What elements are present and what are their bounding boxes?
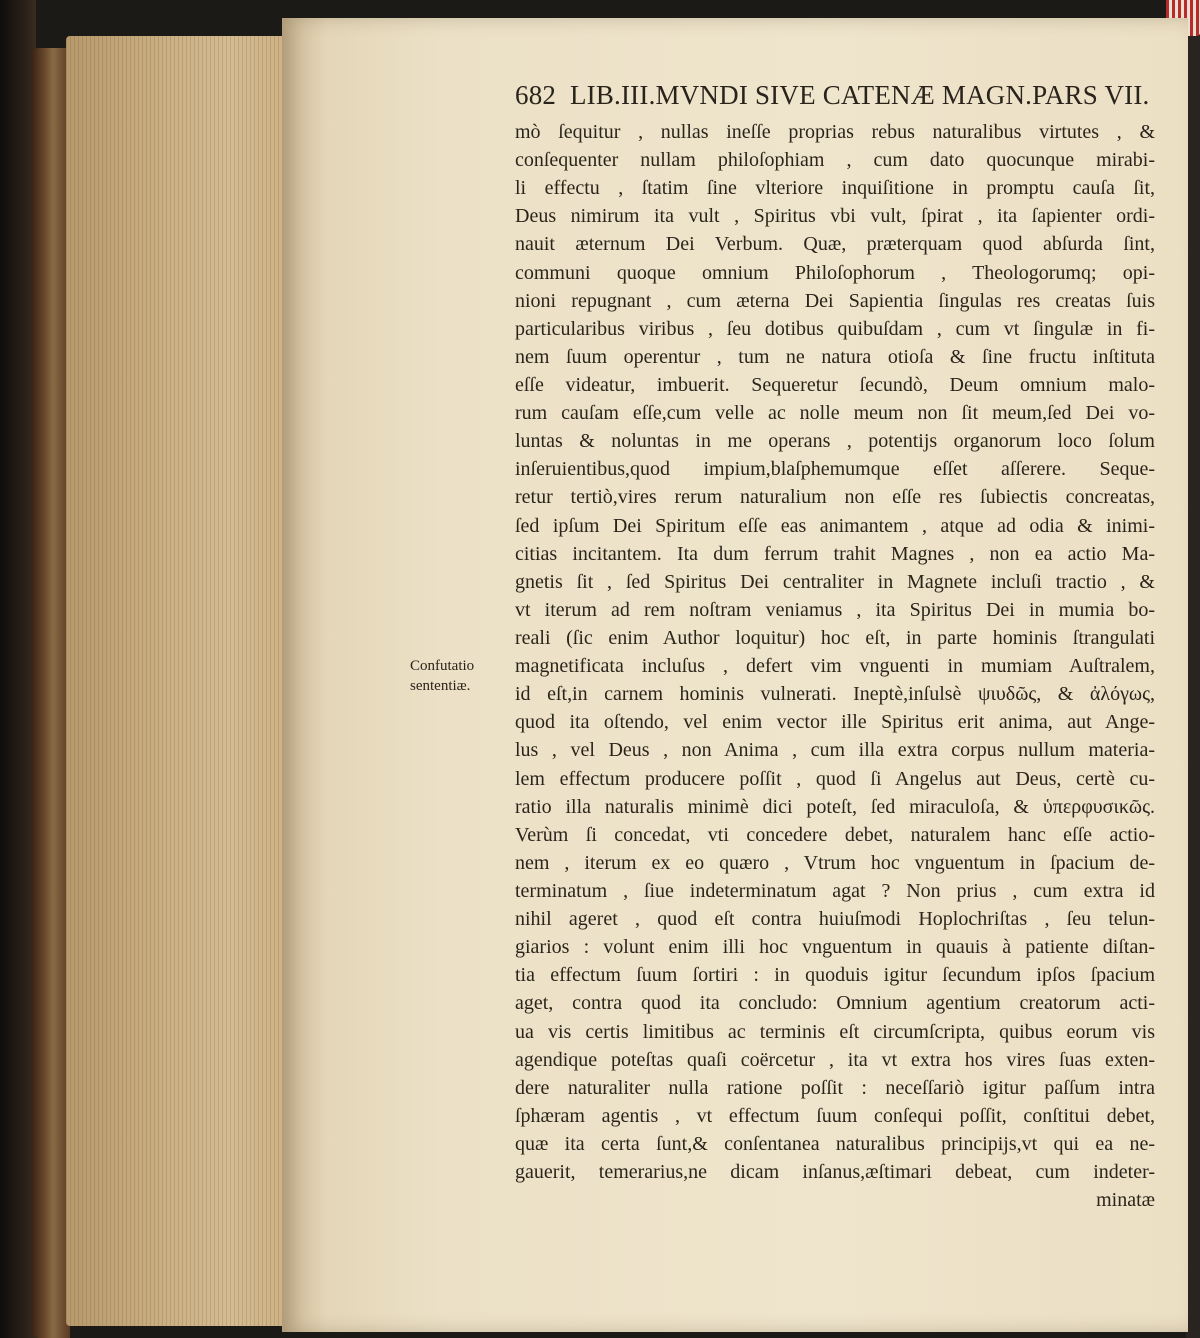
text-line: aget, contra quod ita concludo: Omnium agentium creatorum acti-	[515, 992, 1155, 1015]
text-line: nem ſuum operentur , tum ne natura otioſa & ſine fructu inſtituta	[515, 345, 1155, 368]
text-line: Deus nimirum ita vult , Spiritus vbi vult, ſpirat , ita ſapienter ordi-	[515, 205, 1155, 228]
text-line: lem effectum producere poſſit , quod ſi Angelus aut Deus, certè cu-	[515, 767, 1155, 790]
text-line: reali (ſic enim Author loquitur) hoc eſt, in parte hominis ſtrangulati	[515, 626, 1155, 649]
page-number: 682	[515, 80, 557, 110]
text-line: inſeruientibus,quod impium,blaſphemumque eſſet aſſerere. Seque-	[515, 458, 1155, 481]
text-line: tia effectum ſuum ſortiri : in quoduis igitur ſecundum ipſos ſpacium	[515, 964, 1155, 987]
book-binding-shadow	[0, 0, 36, 1338]
text-line: quod ita oſtendo, vel enim vector ille Spiritus erit anima, aut Ange-	[515, 711, 1155, 734]
text-line: magnetificata incluſus , defert vim vnguenti in mumiam Auſtralem,	[515, 655, 1155, 678]
page-edges	[66, 36, 284, 1326]
text-line: ua vis certis limitibus ac terminis eſt circumſcripta, quibus eorum vis	[515, 1020, 1155, 1043]
running-header	[515, 80, 1150, 118]
catchword	[515, 1186, 1155, 1214]
text-line: id eſt,in carnem hominis vulnerati. Ineptè,inſulsè ψιυδῶς, & ἀλόγως,	[515, 683, 1155, 706]
text-line: ratio illa naturalis minimè dici poteſt, ſed miraculoſa, & ὑπερφυσικῶς.	[515, 795, 1155, 818]
text-line: eſſe videatur, imbuerit. Sequeretur ſecundò, Deum omnium malo-	[515, 373, 1155, 396]
text-line: retur tertiò,vires rerum naturalium non eſſe res ſubiectis concreatas,	[515, 486, 1155, 509]
text-line: li effectu , ſtatim ſine vlteriore inquiſitione in promptu cauſa ſit,	[515, 177, 1155, 200]
catchword-text: minatæ	[1096, 1189, 1155, 1212]
text-line: Verùm ſi concedat, vti concedere debet, naturalem hanc eſſe actio-	[515, 823, 1155, 846]
text-line: mò ſequitur , nullas ineſſe proprias rebus naturalibus virtutes , &	[515, 121, 1155, 143]
right-background	[1186, 0, 1200, 1338]
text-line: conſequenter nullam philoſophiam , cum dato quocunque mirabi-	[515, 149, 1155, 172]
text-line: vt iterum ad rem noſtram veniamus , ita Spiritus Dei in mumia bo-	[515, 598, 1155, 621]
text-line: rum cauſam eſſe,cum velle ac nolle meum non ſit meum,ſed Dei vo-	[515, 402, 1155, 425]
text-line: citias incitantem. Ita dum ferrum trahit Magnes , non ea actio Ma-	[515, 542, 1155, 565]
body-text	[515, 118, 1155, 1214]
text-line: communi quoque omnium Philoſophorum , Theologorumq; opi-	[515, 261, 1155, 284]
text-line: ſphæram agentis , vt effectum ſuum conſequi poſſit, conſtitui debet,	[515, 1104, 1155, 1127]
margin-note-line: sententiæ.	[410, 678, 471, 694]
text-line: dere naturaliter nulla ratione poſſit : neceſſariò igitur paſſum intra	[515, 1076, 1155, 1099]
text-line: nauit æternum Dei Verbum. Quæ, præterquam quod abſurda ſint,	[515, 233, 1155, 256]
text-line: gnetis ſit , ſed Spiritus Dei centraliter in Magnete incluſi tractio , &	[515, 570, 1155, 593]
text-line: ſed ipſum Dei Spiritum eſſe eas animantem , atque ad odia & inimi-	[515, 514, 1155, 537]
text-line: gauerit, temerarius,ne dicam inſanus,æſtimari debeat, cum indeter-	[515, 1161, 1155, 1184]
text-line: nioni repugnant , cum æterna Dei Sapientia ſingulas res creatas ſuis	[515, 289, 1155, 312]
text-line: nem , iterum ex eo quæro , Vtrum hoc vnguentum in ſpacium de-	[515, 851, 1155, 874]
text-line: lus , vel Deus , non Anima , cum illa extra corpus nullum materia-	[515, 739, 1155, 762]
text-line: particularibus viribus , ſeu dotibus quibuſdam , cum vt ſingulæ in fi-	[515, 317, 1155, 340]
text-line: nihil ageret , quod eſt contra huiuſmodi Hoplochriſtas , ſeu telun-	[515, 908, 1155, 931]
book-cover-edge	[32, 48, 70, 1338]
running-title: LIB.III.MVNDI SIVE CATENÆ MAGN.PARS VII.	[569, 80, 1150, 110]
text-line: quæ ita certa ſunt,& conſentanea naturalibus principijs,vt qui ea ne-	[515, 1132, 1155, 1155]
margin-note-line: Confutatio	[410, 658, 475, 674]
text-line: luntas & noluntas in me operans , potentijs organorum loco ſolum	[515, 430, 1155, 453]
text-line: terminatum , ſiue indeterminatum agat ? Non prius , cum extra id	[515, 879, 1155, 902]
text-line: giarios : volunt enim illi hoc vnguentum in quauis à patiente diſtan-	[515, 936, 1155, 959]
margin-note	[410, 656, 510, 696]
text-line: agendique poteſtas quaſi coërcetur , ita vt extra hos vires ſuas exten-	[515, 1048, 1155, 1071]
